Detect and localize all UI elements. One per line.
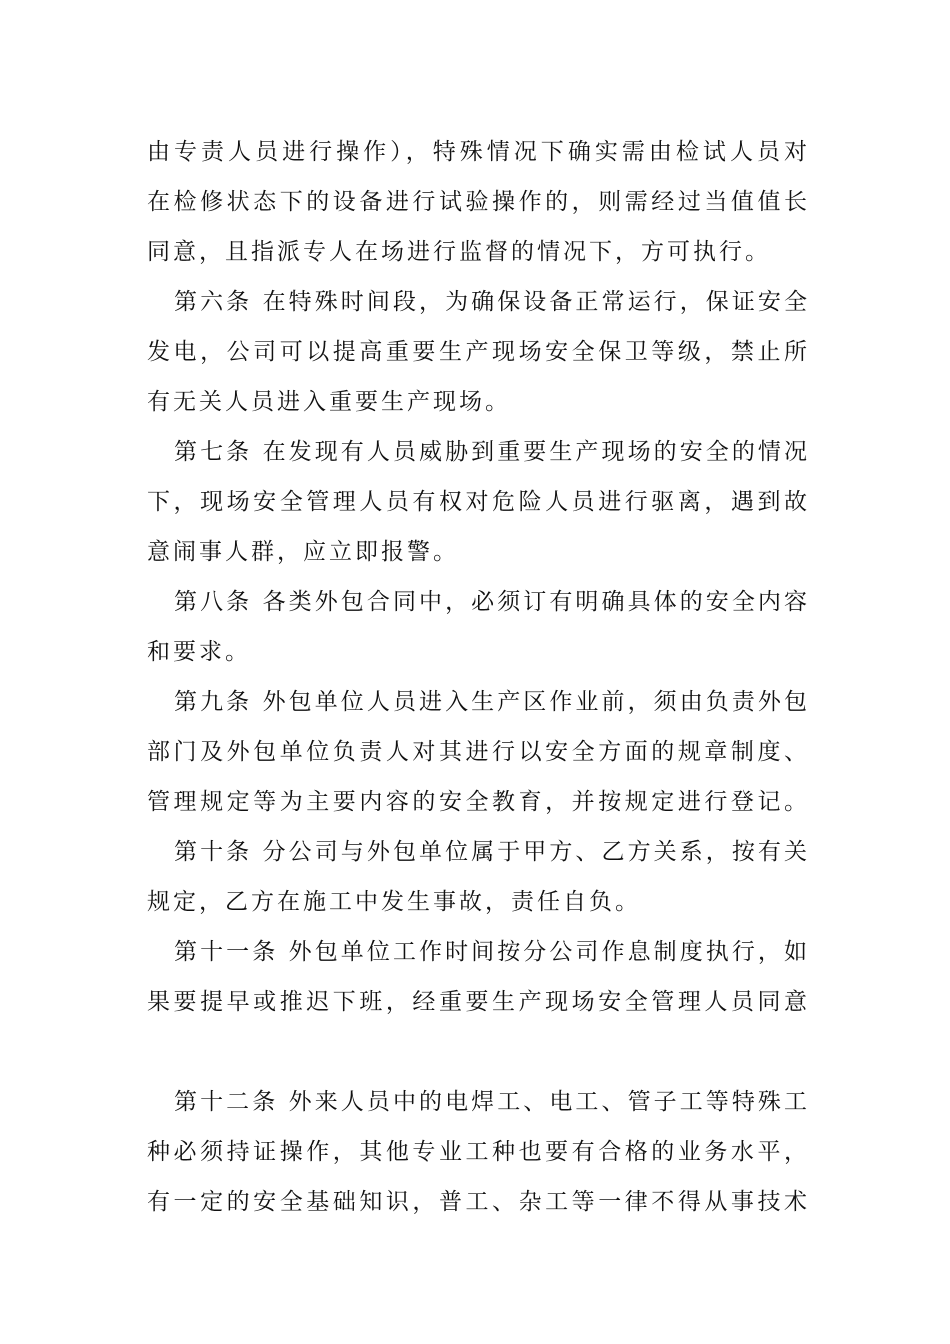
article-6-heading-line: 第六条 在特殊时间段，为确保设备正常运行，保证安全 (174, 289, 807, 315)
article-9-heading-line: 第九条 外包单位人员进入生产区作业前，须由负责外包 (174, 689, 807, 715)
text-line: 发电，公司可以提高重要生产现场安全保卫等级，禁止所 (147, 339, 807, 365)
text-line: 和要求。 (147, 639, 251, 665)
text-line: 有无关人员进入重要生产现场。 (147, 389, 511, 415)
text-line: 管理规定等为主要内容的安全教育，并按规定进行登记。 (147, 789, 807, 815)
text-line: 下，现场安全管理人员有权对危险人员进行驱离，遇到故 (147, 489, 807, 515)
text-line: 规定，乙方在施工中发生事故，责任自负。 (147, 889, 641, 915)
text-line: 有一定的安全基础知识，普工、杂工等一律不得从事技术 (147, 1189, 807, 1215)
text-line: 种必须持证操作，其他专业工种也要有合格的业务水平， (147, 1139, 807, 1165)
article-8-heading-line: 第八条 各类外包合同中，必须订有明确具体的安全内容 (174, 589, 807, 615)
article-7-heading-line: 第七条 在发现有人员威胁到重要生产现场的安全的情况 (174, 439, 807, 465)
text-line: 在检修状态下的设备进行试验操作的，则需经过当值值长 (147, 189, 807, 215)
text-line: 同意，且指派专人在场进行监督的情况下，方可执行。 (147, 239, 771, 265)
text-line: 果要提早或推迟下班，经重要生产现场安全管理人员同意 (147, 989, 807, 1015)
article-11-heading-line: 第十一条 外包单位工作时间按分公司作息制度执行，如 (174, 939, 807, 965)
article-10-heading-line: 第十条 分公司与外包单位属于甲方、乙方关系，按有关 (174, 839, 807, 865)
article-12-heading-line: 第十二条 外来人员中的电焊工、电工、管子工等特殊工 (174, 1089, 807, 1115)
text-line: 部门及外包单位负责人对其进行以安全方面的规章制度、 (147, 739, 807, 765)
text-line: 意闹事人群，应立即报警。 (147, 539, 459, 565)
text-line: 由专责人员进行操作），特殊情况下确实需由检试人员对 (147, 139, 807, 165)
